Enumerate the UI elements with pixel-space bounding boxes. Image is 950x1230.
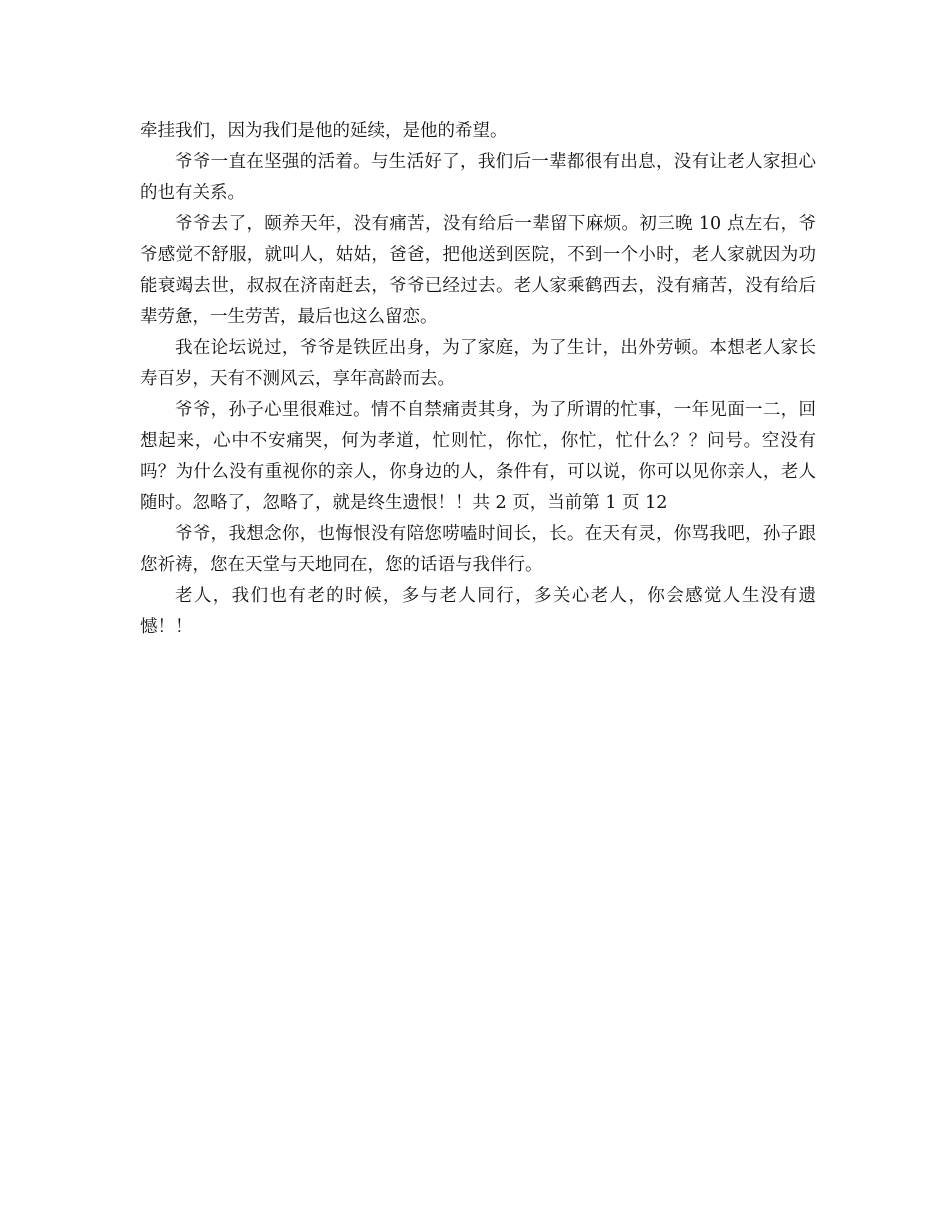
paragraph: 我在论坛说过，爷爷是铁匠出身，为了家庭，为了生计，出外劳顿。本想老人家长寿百岁，天有不测风云，享年高龄而去。 <box>140 338 816 389</box>
paragraph: 爷爷，我想念你，也悔恨没有陪您唠嗑时间长，长。在天有灵，你骂我吧，孙子跟您祈祷，您在天堂与天地同在，您的话语与我伴行。 <box>140 524 816 575</box>
paragraph: 老人，我们也有老的时候，多与老人同行，多关心老人，你会感觉人生没有遗憾！！ <box>140 586 816 637</box>
document-body <box>140 116 816 643</box>
paragraph: 爷爷，孙子心里很难过。情不自禁痛责其身，为了所谓的忙事，一年见面一二，回想起来，心中不安痛哭，何为孝道，忙则忙，你忙，你忙，忙什么？？问号。空没有吗？为什么没有重视你的亲人，你身边的人，条件有，可以说，你可以见你亲人，老人随时。忽略了，忽略了，就是终生遗恨！！共 2 页，当前第 1 页 12 <box>140 400 816 513</box>
paragraph: 爷爷去了，颐养天年，没有痛苦，没有给后一辈留下麻烦。初三晚 10 点左右，爷爷感觉不舒服，就叫人，姑姑，爸爸，把他送到医院，不到一个小时，老人家就因为功能衰竭去世，叔叔在济南赶去，爷爷已经过去。老人家乘鹤西去，没有痛苦，没有给后辈劳惫，一生劳苦，最后也这么留恋。 <box>140 214 816 327</box>
paragraph-continuation: 牵挂我们，因为我们是他的延续，是他的希望。 <box>140 121 508 141</box>
paragraph: 爷爷一直在坚强的活着。与生活好了，我们后一辈都很有出息，没有让老人家担心的也有关系。 <box>140 152 816 203</box>
